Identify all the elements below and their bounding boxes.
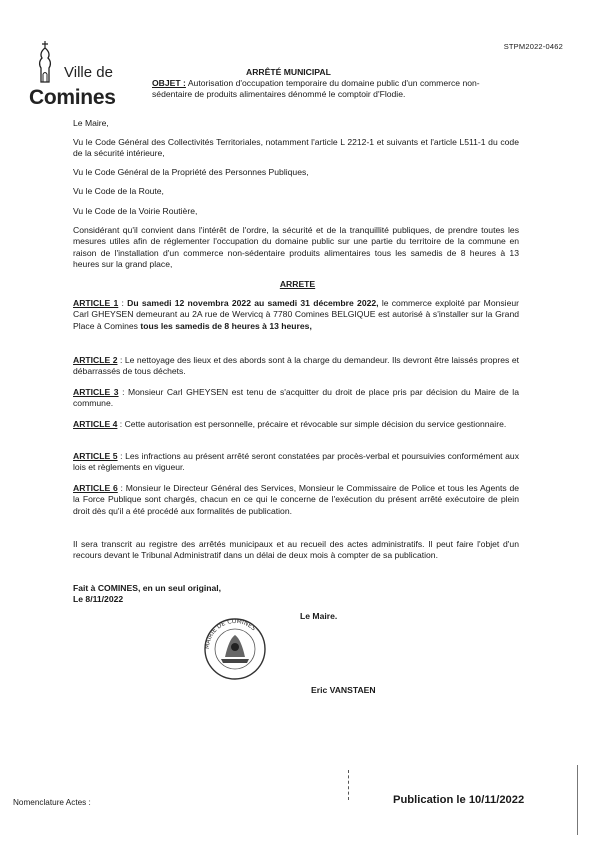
article-text: Les infractions au présent arrêté seront constatées par procès-verbal et poursuivies conformément aux lois et règlements en vigueur. — [73, 451, 519, 473]
article-label: ARTICLE 4 — [73, 419, 118, 429]
article-3: ARTICLE 3 : Monsieur Carl GHEYSEN est tenu de s'acquitter du droit de place pris par décision du Maire de la commune. — [73, 387, 519, 409]
logo-ville-text: Ville de — [64, 64, 113, 81]
preamble-le-maire: Le Maire, — [73, 118, 109, 128]
publication-date: Publication le 10/11/2022 — [393, 794, 525, 806]
nomenclature-label: Nomenclature Actes : — [13, 798, 91, 807]
article-text: Le nettoyage des lieux et des abords sont à la charge du demandeur. Ils devront être laissés propres et débarrassés de tous déchets. — [73, 355, 519, 377]
church-tower-icon — [32, 40, 58, 86]
signature-block — [73, 583, 221, 606]
article-1-dates: Du samedi 12 novembra 2022 au samedi 31 décembre 2022, — [127, 298, 379, 308]
seal-icon — [199, 617, 271, 681]
objet-section — [152, 78, 512, 101]
article-text: Cette autorisation est personnelle, précaire et révocable sur simple décision du service gestionnaire. — [124, 419, 507, 429]
article-1: ARTICLE 1 : Du samedi 12 novembra 2022 au samedi 31 décembre 2022, le commerce exploité par Monsieur Carl GHEYSEN demeurant au 2A rue de Wervicq à 7780 Comines BELGIQUE est autorisé à s'installer sur la Grand Place à Comines tous les samedis de 8 heures à 13 heures, — [73, 298, 520, 331]
preamble-vu-code-route: Vu le Code de la Route, — [73, 186, 164, 196]
preamble-vu-code-voirie: Vu le Code de la Voirie Routière, — [73, 206, 198, 216]
signature-date: Le 8/11/2022 — [73, 594, 124, 605]
objet-label: OBJET : — [152, 78, 186, 88]
article-1-hours: tous les samedis de 8 heures à 13 heures, — [140, 320, 312, 331]
article-4: ARTICLE 4 : Cette autorisation est personnelle, précaire et révocable sur simple décision du service gestionnaire. — [73, 419, 507, 429]
article-text: Monsieur Carl GHEYSEN est tenu de s'acquitter du droit de place pris par décision du Maire de la commune. — [73, 387, 519, 409]
signer-name: Eric VANSTAEN — [311, 685, 376, 695]
article-label: ARTICLE 6 — [73, 483, 118, 493]
arrete-heading: ARRETE — [279, 279, 316, 289]
article-text: le commerce exploité par Monsieur Carl GHEYSEN demeurant au 2A rue de Wervicq à 7780 Comines BELGIQUE est autorisé à s'installer sur la Grand Place à Comines — [73, 298, 520, 331]
margin-mark — [577, 765, 579, 835]
article-2: ARTICLE 2 : Le nettoyage des lieux et des abords sont à la charge du demandeur. Ils devront être laissés propres et débarrassés de tous déchets. — [73, 355, 519, 377]
article-6: ARTICLE 6 : Monsieur le Directeur Général des Services, Monsieur le Commissaire de Police et tous les Agents de la Force Publique sont chargés, chacun en ce qui le concerne de l'exécution du présent arrêté exécutoire de plein droit dès qu'il a été procédé aux formalités de publication. — [73, 483, 520, 516]
mairie-seal-stamp — [199, 617, 271, 681]
city-logo — [26, 36, 136, 111]
document-title: ARRÊTÉ MUNICIPAL — [246, 67, 331, 77]
maire-label: Le Maire. — [300, 611, 338, 621]
document-reference: STPM2022-0462 — [503, 42, 563, 51]
preamble-vu-cgct: Vu le Code Général des Collectivités Territoriales, notamment l'article L 2212-1 et suivants et l'article L511-1 du code de la sécurité intérieure, — [73, 137, 519, 159]
article-label: ARTICLE 3 — [73, 387, 119, 397]
closing-paragraph: Il sera transcrit au registre des arrêtés municipaux et au recueil des actes administratifs. Il peut faire l'objet d'un recours devant le Tribunal Administratif dans un délai de deux mois à compter de sa publication. — [73, 539, 519, 561]
seal-text: MAIRIE DE COMINES — [203, 617, 257, 650]
article-label: ARTICLE 5 — [73, 451, 118, 461]
logo-comines-text: Comines — [29, 86, 116, 109]
preamble-considerant: Considérant qu'il convient dans l'intérêt de l'ordre, la sécurité et de la tranquillité publiques, de prendre toutes les mesures utiles afin de réglementer l'occupation du domaine public sur une partie du territoire de la commune en raison de l'installation d'un commerce non-sédentaire produits alimentaires tous les samedis de 8 heures à 13 heures sur la grand place, — [73, 225, 519, 269]
margin-mark — [348, 770, 350, 800]
objet-text: Autorisation d'occupation temporaire du domaine public d'un commerce non-sédentaire de produits alimentaires dénommé le comptoir d'Flodie. — [152, 78, 480, 100]
fait-a-line: Fait à COMINES, en un seul original, — [73, 583, 222, 593]
article-label: ARTICLE 2 — [73, 355, 118, 365]
article-label: ARTICLE 1 — [73, 298, 119, 308]
article-5: ARTICLE 5 : Les infractions au présent arrêté seront constatées par procès-verbal et poursuivies conformément aux lois et règlements en vigueur. — [73, 451, 519, 473]
article-text: Monsieur le Directeur Général des Services, Monsieur le Commissaire de Police et tous les Agents de la Force Publique sont chargés, chacun en ce qui le concerne de l'exécution du présent arrêté exécutoire de plein droit dès qu'il a été procédé aux formalités de publication. — [73, 483, 520, 516]
preamble-vu-cgppp: Vu le Code Général de la Propriété des Personnes Publiques, — [73, 167, 309, 177]
